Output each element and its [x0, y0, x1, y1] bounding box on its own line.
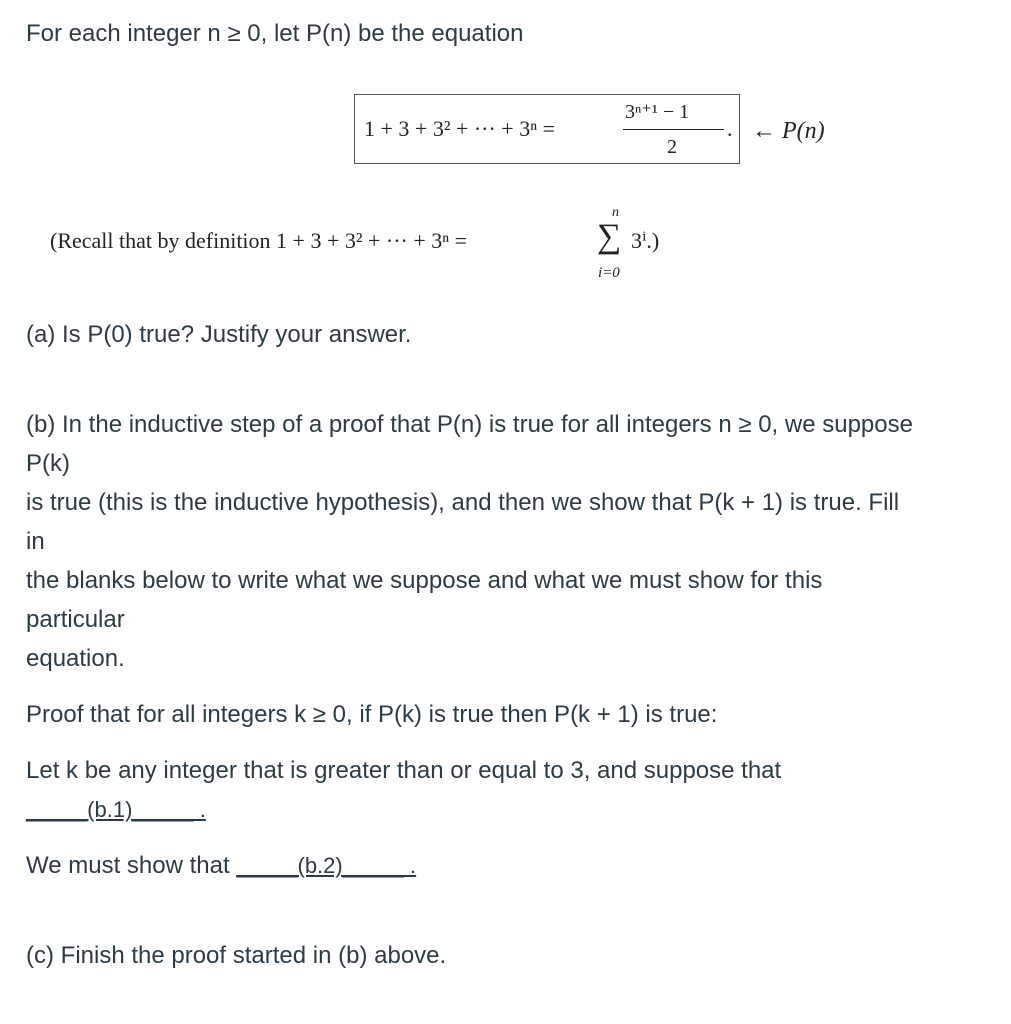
- equation-period: .: [727, 116, 733, 141]
- part-b-line-5: the blanks below to write what we suppose and what we must show for this: [26, 567, 823, 594]
- equation-denominator: 2: [667, 136, 677, 158]
- sum-symbol: ∑: [597, 218, 622, 255]
- let-line: Let k be any integer that is greater than or equal to 3, and suppose that: [26, 757, 782, 784]
- part-b-line-7: equation.: [26, 645, 125, 672]
- proof-heading: Proof that for all integers k ≥ 0, if P(k) is true then P(k + 1) is true:: [26, 701, 718, 728]
- recall-text: (Recall that by definition 1 + 3 + 3² + ··· + 3ⁿ =: [50, 228, 468, 253]
- must-show-line: [26, 847, 416, 885]
- part-b-line-2: P(k): [26, 450, 70, 477]
- part-c-question: (c) Finish the proof started in (b) above.: [26, 942, 447, 969]
- sum-lower-limit: i=0: [598, 265, 620, 281]
- sum-term: 3ⁱ.): [631, 228, 660, 253]
- part-a-question: (a) Is P(0) true? Justify your answer.: [26, 321, 412, 348]
- blank-b1: _____(b.1)_____ .: [26, 797, 206, 822]
- part-b-line-1: (b) In the inductive step of a proof that P(n) is true for all integers n ≥ 0, we suppose: [26, 411, 913, 438]
- fraction-bar: [623, 129, 724, 130]
- sum-upper-limit: n: [612, 205, 619, 220]
- must-show-prefix: We must show that: [26, 852, 230, 879]
- equation-label: ← P(n): [752, 118, 825, 144]
- equation-lhs: 1 + 3 + 3² + ··· + 3ⁿ =: [364, 116, 556, 141]
- part-b-line-6: particular: [26, 606, 125, 633]
- blank-b2: _____(b.2)_____ .: [236, 853, 417, 878]
- equation-numerator: 3ⁿ⁺¹ − 1: [625, 101, 690, 123]
- part-b-line-3: is true (this is the inductive hypothesis), and then we show that P(k + 1) is true. Fill: [26, 489, 900, 516]
- part-b-line-4: in: [26, 528, 45, 555]
- intro-text: For each integer n ≥ 0, let P(n) be the equation: [26, 20, 524, 47]
